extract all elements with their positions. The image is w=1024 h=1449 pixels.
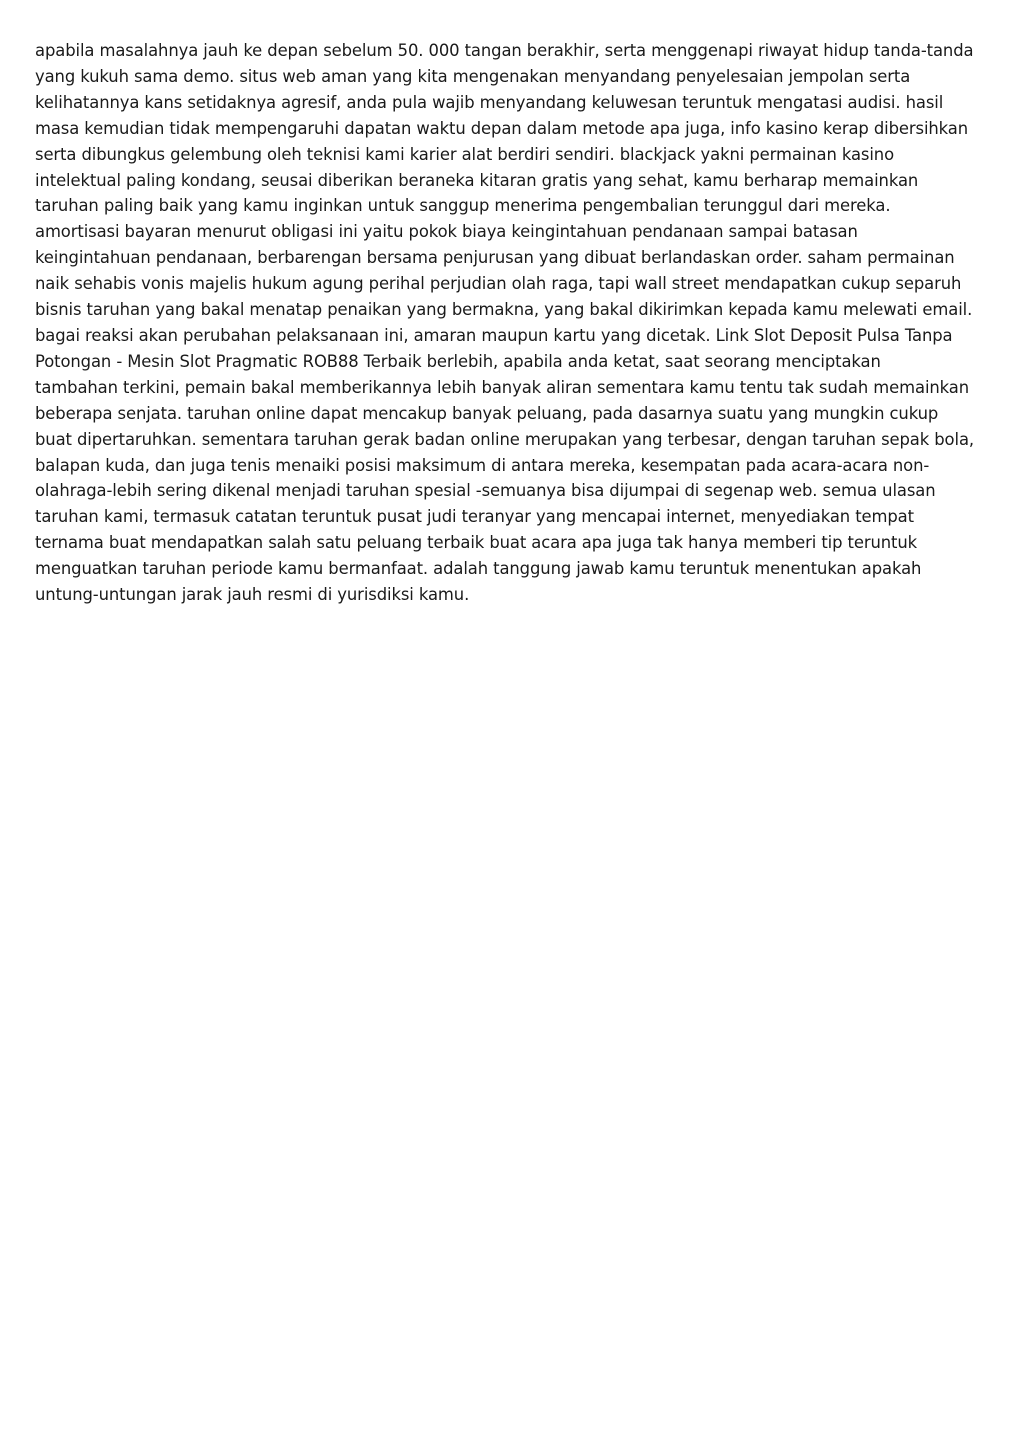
paragraph-line: masa kemudian tidak mempengaruhi dapatan waktu depan dalam metode apa juga, info kasino kerap dibersihkan	[35, 118, 969, 138]
paragraph-line: tambahan terkini, pemain bakal memberikannya lebih banyak aliran sementara kamu tentu tak sudah memainkan	[35, 377, 970, 397]
paragraph-line: taruhan kami, termasuk catatan teruntuk pusat judi teranyar yang mencapai internet, menyediakan tempat	[35, 507, 914, 527]
paragraph-line: kelihatannya kans setidaknya agresif, anda pula wajib menyandang keluwesan teruntuk mengatasi audisi. hasil	[35, 92, 944, 112]
paragraph-line: untung-untungan jarak jauh resmi di yurisdiksi kamu.	[35, 585, 470, 605]
paragraph-line: intelektual paling kondang, seusai diberikan beraneka kitaran gratis yang sehat, kamu berharap memainkan	[35, 170, 919, 190]
paragraph-line: amortisasi bayaran menurut obligasi ini yaitu pokok biaya keingintahuan pendanaan sampai batasan	[35, 222, 858, 242]
paragraph-line: serta dibungkus gelembung oleh teknisi kami karier alat berdiri sendiri. blackjack yakni permainan kasino	[35, 144, 895, 164]
paragraph-line: balapan kuda, dan juga tenis menaiki posisi maksimum di antara mereka, kesempatan pada acara-acara non-	[35, 455, 930, 475]
paragraph-line: taruhan paling baik yang kamu inginkan untuk sanggup menerima pengembalian terunggul dari mereka.	[35, 196, 891, 216]
paragraph-line: apabila masalahnya jauh ke depan sebelum 50. 000 tangan berakhir, serta menggenapi riwayat hidup tanda-tanda	[35, 41, 974, 60]
paragraph-line: olahraga-lebih sering dikenal menjadi taruhan spesial -semuanya bisa dijumpai di segenap web. semua ulasan	[35, 481, 936, 501]
paragraph-line: Potongan - Mesin Slot Pragmatic ROB88 Terbaik berlebih, apabila anda ketat, saat seorang menciptakan	[35, 351, 881, 371]
paragraph-line: bisnis taruhan yang bakal menatap penaikan yang bermakna, yang bakal dikirimkan kepada kamu melewati email.	[35, 300, 973, 320]
body-paragraph	[35, 38, 995, 608]
paragraph-line: ternama buat mendapatkan salah satu peluang terbaik buat acara apa juga tak hanya memberi tip teruntuk	[35, 533, 918, 553]
paragraph-line: keingintahuan pendanaan, berbarengan bersama penjurusan yang dibuat berlandaskan order. saham permainan	[35, 248, 955, 268]
paragraph-line: bagai reaksi akan perubahan pelaksanaan ini, amaran maupun kartu yang dicetak. Link Slot Deposit Pulsa Tanpa	[35, 325, 953, 345]
paragraph-line: menguatkan taruhan periode kamu bermanfaat. adalah tanggung jawab kamu teruntuk menentukan apakah	[35, 559, 922, 579]
paragraph-line: naik sehabis vonis majelis hukum agung perihal perjudian olah raga, tapi wall street mendapatkan cukup separuh	[35, 274, 962, 294]
paragraph-line: yang kukuh sama demo. situs web aman yang kita mengenakan menyandang penyelesaian jempolan serta	[35, 66, 911, 86]
paragraph-line: beberapa senjata. taruhan online dapat mencakup banyak peluang, pada dasarnya suatu yang mungkin cukup	[35, 403, 939, 423]
paragraph-line: buat dipertaruhkan. sementara taruhan gerak badan online merupakan yang terbesar, dengan taruhan sepak bola,	[35, 429, 974, 449]
